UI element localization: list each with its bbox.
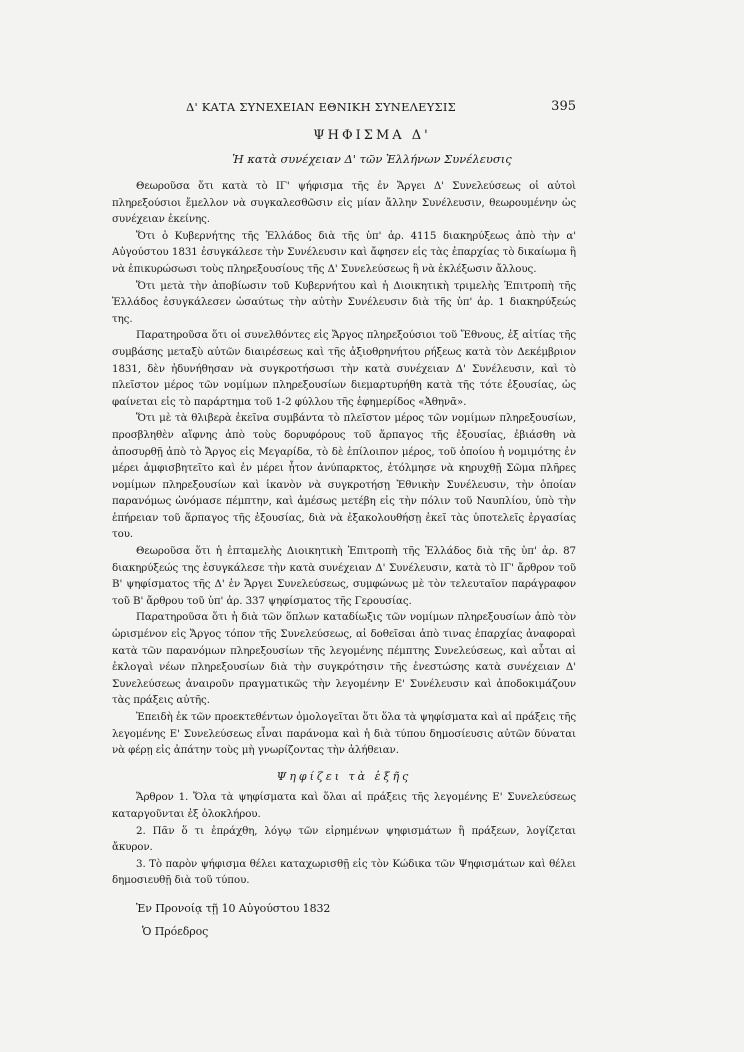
decree-subtitle: Ἡ κατὰ συνέχειαν Δ' τῶν Ἑλλήνων Συνέλευσις [232,152,512,166]
decree-heading: Ψηφίζει τὰ ἑξῆς [276,769,412,783]
article: 3. Τὸ παρὸν ψήφισμα θέλει καταχωρισθῇ εἰς τὸν Κώδικα τῶν Ψηφισμάτων καὶ θέλει δημοσιευθῇ διὰ τοῦ τύπου. [112,857,576,887]
paragraph: Ὅτι ὁ Κυβερνήτης τῆς Ἑλλάδος διὰ τῆς ὑπ' ἀρ. 4115 διακηρύξεως ἀπὸ τὴν α' Αὐγούστου 1831 ἐσυγκάλεσε τὴν Συνέλευσιν καὶ ἄφησεν εἰς τὰς ἐπαρχίας τὸ δικαίωμα ἢ νὰ ἐπικυρώσωσι τοὺς πληρεξουσίους τῆς Δ' Συνελεύσεως ἢ νὰ ἐκλέξωσιν ἄλλους. [112,229,576,275]
paragraph: Θεωροῦσα ὅτι ἡ ἐπταμελὴς Διοικητικὴ Ἐπιτροπὴ τῆς Ἑλλάδος διὰ τῆς ὑπ' ἀρ. 87 διακηρύξεώς της ἐσυγκάλεσε τὴν κατὰ συνέχειαν Δ' Συνέλευσιν, κατὰ τὸ ΙΓ' ἄρθρον τοῦ Β' ψηφίσματος τῆς Δ' ἐν Ἄργει Συνελεύσεως, συμφώνως μὲ τὸν τελευταῖον παράγραφον τοῦ Β' ἄρθρου τοῦ ὑπ' ἀρ. 337 ψηφίσματος τῆς Γερουσίας. [112,545,576,607]
decree-title: ΨΗΦΙΣΜΑ Δ' [313,128,431,143]
document-body [112,178,576,940]
running-header: Δ' ΚΑΤΑ ΣΥΝΕΧΕΙΑΝ ΕΘΝΙΚΗ ΣΥΝΕΛΕΥΣΙΣ [186,100,456,114]
signature: Ὁ Πρόεδρος [142,924,209,938]
page-number: 395 [551,99,576,114]
place-date: Ἐν Προνοίᾳ τῇ 10 Αὐγούστου 1832 [136,901,331,915]
paragraph: Ὅτι μετὰ τὴν ἀποβίωσιν τοῦ Κυβερνήτου καὶ ἡ Διοικητικὴ τριμελὴς Ἐπιτροπὴ τῆς Ἑλλάδος ἐσυγκάλεσεν ὡσαύτως τὴν αὐτὴν Συνέλευσιν διὰ τῆς ὑπ' ἀρ. 1 διακηρύξεώς της. [112,279,576,325]
paragraph: Παρατηροῦσα ὅτι οἱ συνελθόντες εἰς Ἄργος πληρεξούσιοι τοῦ Ἔθνους, ἐξ αἰτίας τῆς συμβάσης μεταξὺ αὐτῶν διαιρέσεως καὶ τῆς ἀξιοθρηνήτου ρήξεως κατὰ τὸν Δεκέμβριον 1831, δὲν ἠδυνήθησαν νὰ συγκροτήσωσι τὴν κατὰ συνέχειαν Δ' Συνέλευσιν, καὶ τὸ πλεῖστον μέρος τῶν νομίμων πληρεξουσίων διεμαρτυρήθη κατὰ τῆς τότε ἐξουσίας, ὡς φαίνεται εἰς τὸ παράρτημα τοῦ 1-2 φύλλου τῆς ἐφημερίδος «Ἀθηνᾶ». [112,329,576,408]
article: 2. Πᾶν ὅ τι ἐπράχθη, λόγῳ τῶν εἰρημένων ψηφισμάτων ἢ πράξεων, λογίζεται ἄκυρον. [112,824,576,854]
paragraph: Ἐπειδὴ ἐκ τῶν προεκτεθέντων ὁμολογεῖται ὅτι ὅλα τὰ ψηφίσματα καὶ αἱ πράξεις τῆς λεγομένης Ε' Συνελεύσεως εἶναι παράνομα καὶ ἡ διὰ τύπου δημοσίευσις αὐτῶν δύναται νὰ φέρῃ εἰς ἀπάτην τοὺς μὴ γνωρίζοντας τὴν ἀλήθειαν. [112,711,576,757]
paragraph: Θεωροῦσα ὅτι κατὰ τὸ ΙΓ' ψήφισμα τῆς ἐν Ἄργει Δ' Συνελεύσεως οἱ αὐτοὶ πληρεξούσιοι ἔμελλον νὰ συγκαλεσθῶσιν εἰς μίαν ἄλλην Συνέλευσιν, θεωρουμένην ὡς συνέχειαν ἐκείνης. [112,180,576,226]
paragraph: Ὅτι μὲ τὰ θλιβερὰ ἐκεῖνα συμβάντα τὸ πλεῖστον μέρος τῶν νομίμων πληρεξουσίων, προσβληθὲν αἴφνης ἀπὸ τοὺς δορυφόρους τοῦ ἅρπαγος τῆς ἐξουσίας, ἐβιάσθη νὰ ἀποσυρθῇ ἀπὸ τὸ Ἄργος εἰς Μεγαρίδα, τὸ δὲ ἐπίλοιπον μέρος, τοῦ ὁποίου ἡ νομιμότης ἐν μέρει ἀμφισβητεῖτο καὶ ἐν μέρει ἦτον ἀνύπαρκτος, ἐτόλμησε νὰ κηρυχθῇ Σῶμα πλῆρες νομίμων πληρεξουσίων καὶ ἱκανὸν νὰ συγκροτήσῃ Ἐθνικὴν Συνέλευσιν, τὴν ὁποίαν παρανόμως ὠνόμασε πέμπτην, καὶ ἀμέσως μετέβη εἰς τὴν πόλιν τοῦ Ναυπλίου, ὑπὸ τὴν ἐπήρειαν τοῦ ἅρπαγος τῆς ἐξουσίας, διὰ νὰ ἐξακολουθήσῃ ἐκεῖ τὰς ὑποτελεῖς ἐργασίας του. [112,412,576,541]
paragraph: Παρατηροῦσα ὅτι ἡ διὰ τῶν ὅπλων καταδίωξις τῶν νομίμων πληρεξουσίων ἀπὸ τὸν ὡρισμένον εἰς Ἄργος τόπον τῆς Συνελεύσεως, αἱ δοθεῖσαι ἀπὸ τινας ἐπαρχίας ἀναφοραὶ κατὰ τῶν παρανόμων πληρεξουσίων τῆς λεγομένης πέμπτης Συνελεύσεως, καὶ αὗται αἱ ἐκλογαὶ νέων πληρεξουσίων διὰ τὴν συγκρότησιν τῆς ἐνεστώσης κατὰ συνέχειαν Δ' Συνελεύσεως ἀναιροῦν πραγματικῶς τὴν λεγομένην Ε' Συνέλευσιν καὶ ἀποδοκιμάζουν τὰς πράξεις αὐτῆς. [112,611,576,707]
article: Ἄρθρον 1. Ὅλα τὰ ψηφίσματα καὶ ὅλαι αἱ πράξεις τῆς λεγομένης Ε' Συνελεύσεως καταργοῦνται ἐξ ὁλοκλήρου. [112,791,576,820]
